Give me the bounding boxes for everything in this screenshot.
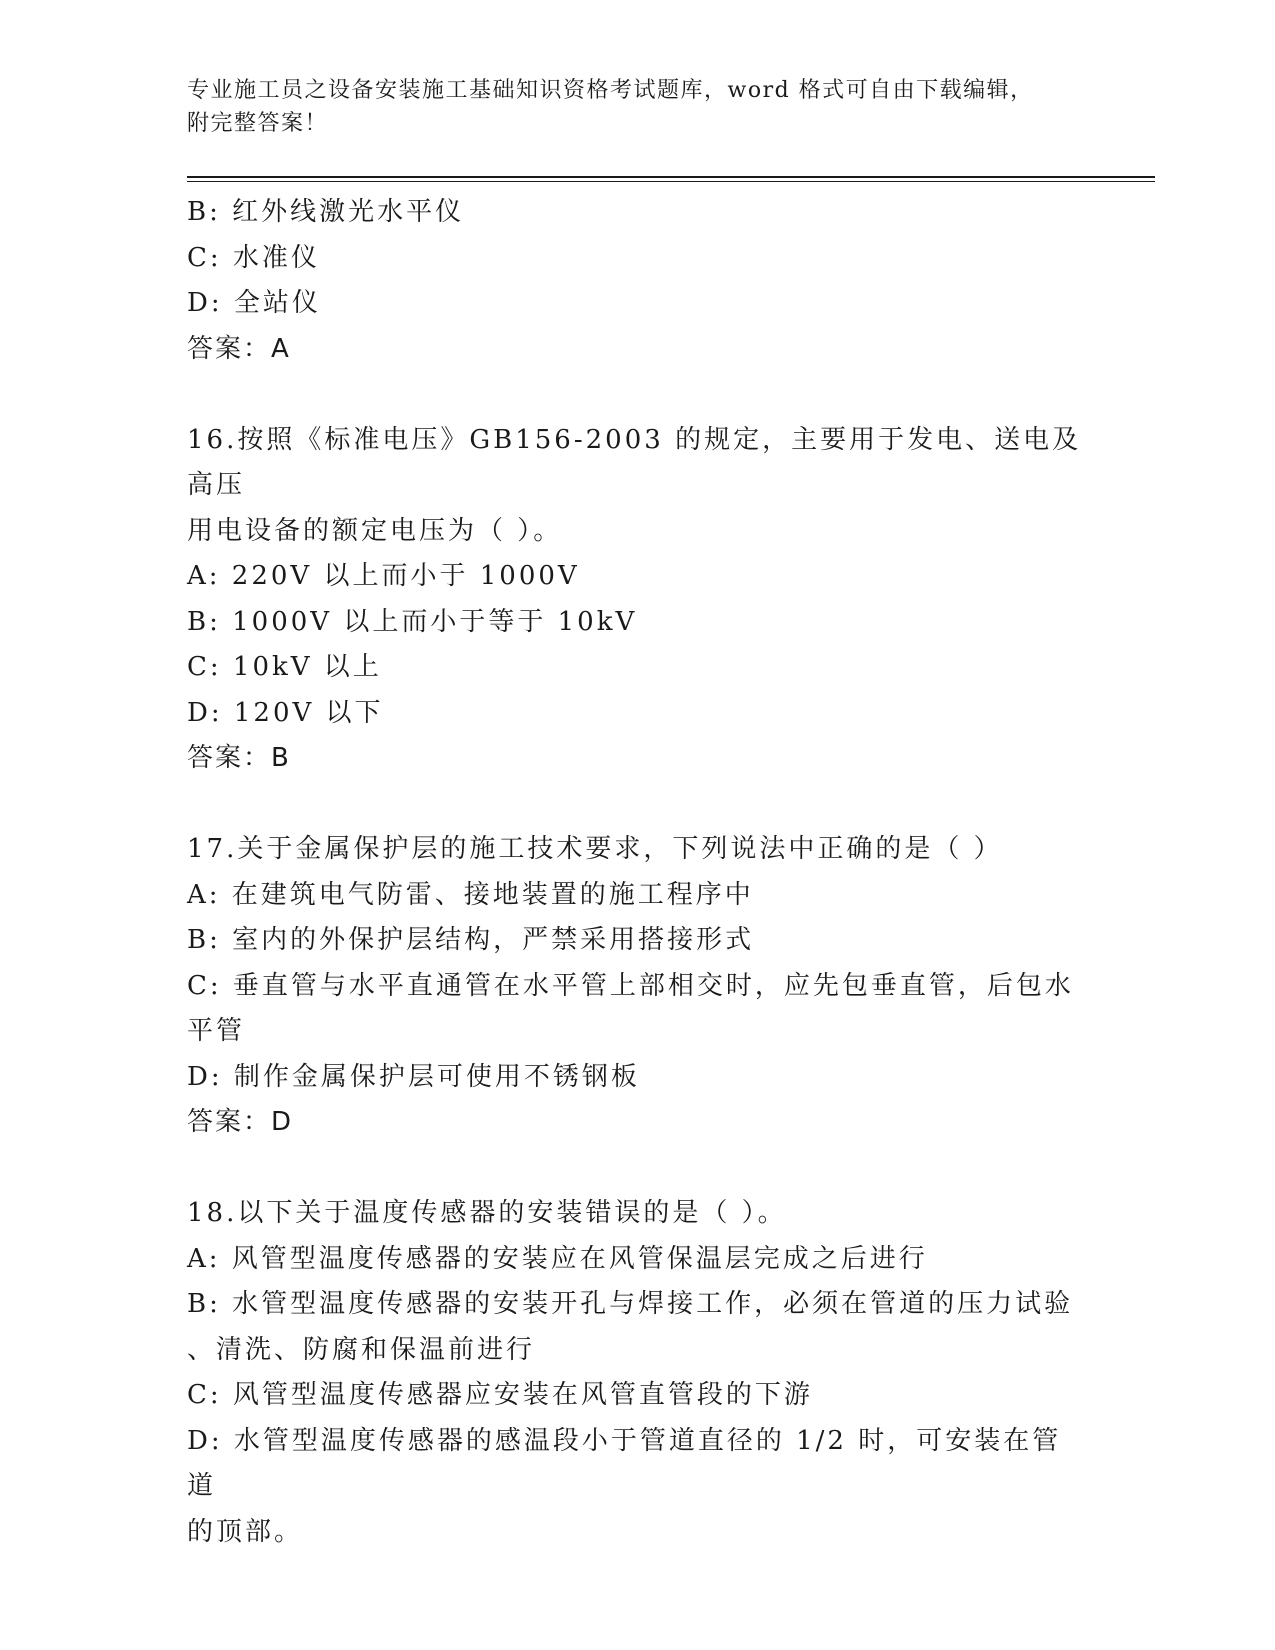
q15-option-d: D: 全站仪 xyxy=(187,288,321,318)
spacer xyxy=(187,782,1087,828)
header-line-2: 附完整答案！ xyxy=(187,111,329,136)
q18-option-d-line-2: 的顶部。 xyxy=(187,1516,304,1547)
q15-option-b: B: 红外线激光水平仪 xyxy=(187,197,465,227)
q17-answer: 答案：D xyxy=(187,1107,294,1137)
q17-option-c-line-1: C: 垂直管与水平直通管在水平管上部相交时，应先包垂直管，后包水 xyxy=(187,970,1074,1001)
q16-answer: 答案：B xyxy=(187,743,291,773)
q18-option-b-line-1: B: 水管型温度传感器的安装开孔与焊接工作，必须在管道的压力试验 xyxy=(187,1289,1074,1319)
spacer xyxy=(187,1146,1087,1192)
header-rule-thin xyxy=(187,181,1155,182)
q16-stem-line-1: 16.按照《标准电压》GB156-2003 的规定，主要用于发电、送电及高压 xyxy=(187,424,1082,500)
q16-option-d: D: 120V 以下 xyxy=(187,697,384,728)
question-15-continued xyxy=(187,190,1087,372)
question-17 xyxy=(187,827,1087,1146)
question-18 xyxy=(187,1191,1087,1555)
spacer xyxy=(187,372,1087,418)
page-header xyxy=(187,74,1067,140)
q18-stem: 18.以下关于温度传感器的安装错误的是（ ）。 xyxy=(187,1198,787,1228)
q16-option-c: C: 10kV 以上 xyxy=(187,652,382,682)
q16-stem-line-2: 用电设备的额定电压为（ ）。 xyxy=(187,515,563,546)
q18-option-d-line-1: D: 水管型温度传感器的感温段小于管道直径的 1/2 时，可安装在管道 xyxy=(187,1425,1062,1501)
header-line-1: 专业施工员之设备安装施工基础知识资格考试题库，word 格式可自由下载编辑， xyxy=(187,78,1034,103)
q17-stem: 17.关于金属保护层的施工技术要求，下列说法中正确的是（ ） xyxy=(187,834,1003,864)
q17-option-d: D: 制作金属保护层可使用不锈钢板 xyxy=(187,1061,640,1092)
question-content xyxy=(187,190,1087,1555)
q16-option-b: B: 1000V 以上而小于等于 10kV xyxy=(187,606,638,637)
q17-option-c-line-2: 平管 xyxy=(187,1016,246,1046)
q15-option-c: C: 水准仪 xyxy=(187,242,320,273)
q18-option-b-line-2: 、清洗、防腐和保温前进行 xyxy=(187,1334,536,1365)
q17-option-b: B: 室内的外保护层结构，严禁采用搭接形式 xyxy=(187,925,755,955)
header-rule-thick xyxy=(187,176,1155,178)
q16-option-a: A: 220V 以上而小于 1000V xyxy=(187,561,580,591)
q18-option-a: A: 风管型温度传感器的安装应在风管保温层完成之后进行 xyxy=(187,1243,928,1274)
question-16 xyxy=(187,418,1087,782)
q15-answer: 答案：A xyxy=(187,333,291,364)
q18-option-c: C: 风管型温度传感器应安装在风管直管段的下游 xyxy=(187,1380,813,1410)
q17-option-a: A: 在建筑电气防雷、接地装置的施工程序中 xyxy=(187,879,754,910)
